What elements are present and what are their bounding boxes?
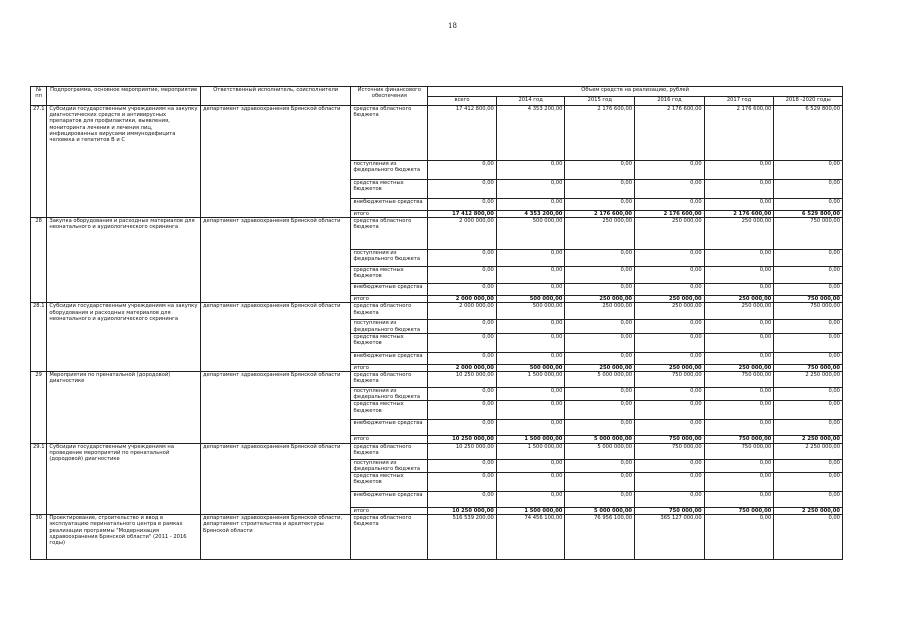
item-name: Мероприятия по пренатальной (дородовой) диагностике [47,372,201,444]
amount-cell: 500 000,00 [496,218,565,250]
amount-cell: 0,00 [565,267,635,284]
amount-cell: 0,00 [774,401,843,420]
amount-cell: 0,00 [428,161,497,180]
amount-cell: 0,00 [428,492,497,508]
amount-cell: 0,00 [496,473,565,492]
funding-source: поступления из федерального бюджета [351,161,428,180]
funding-source: внебюджетные средства [351,352,428,364]
amount-cell: 0,00 [496,401,565,420]
item-name: Субсидии государственным учреждениям на проведение мероприятий по пренатальной (дородовой) диагностике [47,443,201,515]
amount-cell: 0,00 [428,388,497,401]
amount-cell: 0,00 [635,161,705,180]
amount-cell: 0,00 [635,199,705,211]
funding-source: средства местных бюджетов [351,401,428,420]
header-source: Источник финансового обеспечения [351,87,428,106]
funding-source: поступления из федерального бюджета [351,320,428,333]
funding-source: внебюджетные средства [351,284,428,296]
amount-cell: 74 456 100,00 [496,515,565,560]
item-executor: департамент здравоохранения Брянской области [200,443,351,515]
amount-cell: 0,00 [635,320,705,333]
amount-cell: 76 956 100,00 [565,515,635,560]
amount-cell: 0,00 [565,320,635,333]
amount-cell: 750 000,00 [774,303,843,320]
item-name: Субсидии государственным учреждениям на закупку диагностических средств и антивирусных препаратов для профилактики, выявления, мониторинга лечения и лечения лиц, инфицированных вирусами иммунодефицита человека и гепатитов В и С [47,106,201,218]
amount-cell: 2 250 000,00 [774,436,843,443]
amount-cell: 0,00 [428,284,497,296]
amount-cell: 0,00 [428,199,497,211]
amount-cell: 1 500 000,00 [496,436,565,443]
amount-cell: 0,00 [428,473,497,492]
amount-cell: 0,00 [774,199,843,211]
amount-cell: 0,00 [635,284,705,296]
amount-cell: 0,00 [565,199,635,211]
funding-source: итого [351,296,428,303]
amount-cell: 516 539 200,00 [428,515,497,560]
item-executor: департамент здравоохранения Брянской области, департамент строительства и архитектуры Брянской области [200,515,351,560]
amount-cell: 250 000,00 [635,296,705,303]
amount-cell: 250 000,00 [704,303,774,320]
amount-cell: 0,00 [704,388,774,401]
amount-cell: 2 250 000,00 [774,508,843,515]
amount-cell: 2 000 000,00 [428,218,497,250]
amount-cell: 0,00 [428,333,497,352]
amount-cell: 0,00 [565,388,635,401]
header-year: 2015 год [565,97,635,106]
header-year: 2014 год [496,97,565,106]
amount-cell: 0,00 [704,333,774,352]
header-year: всего [428,97,497,106]
amount-cell: 0,00 [774,352,843,364]
amount-cell: 0,00 [635,492,705,508]
amount-cell: 2 176 600,00 [635,211,705,218]
amount-cell: 750 000,00 [774,296,843,303]
amount-cell: 1 500 000,00 [496,372,565,388]
amount-cell: 2 176 600,00 [565,106,635,161]
amount-cell: 0,00 [428,401,497,420]
amount-cell: 0,00 [565,161,635,180]
amount-cell: 250 000,00 [704,364,774,371]
funding-source: средства местных бюджетов [351,180,428,199]
amount-cell: 2 176 600,00 [704,106,774,161]
funding-source: итого [351,508,428,515]
amount-cell: 0,00 [704,401,774,420]
amount-cell: 0,00 [565,284,635,296]
funding-source: итого [351,211,428,218]
amount-cell: 250 000,00 [565,364,635,371]
amount-cell: 0,00 [496,388,565,401]
amount-cell: 0,00 [635,267,705,284]
amount-cell: 0,00 [704,267,774,284]
funding-source: средства областного бюджета [351,443,428,459]
amount-cell: 0,00 [496,250,565,267]
funding-source: средства местных бюджетов [351,333,428,352]
amount-cell: 0,00 [565,352,635,364]
amount-cell: 0,00 [774,161,843,180]
amount-cell: 500 000,00 [496,364,565,371]
amount-cell: 250 000,00 [565,218,635,250]
item-executor: департамент здравоохранения Брянской области [200,372,351,444]
item-name: Субсидии государственным учреждениям на закупку оборудования и расходных материалов для неонатального и аудиологического скрининга [47,303,201,372]
amount-cell: 0,00 [704,284,774,296]
header-volume: Объем средств на реализацию, рублей [428,87,843,97]
table-row [31,372,843,388]
table-row [31,218,843,250]
amount-cell: 250 000,00 [565,296,635,303]
amount-cell: 0,00 [704,515,774,560]
amount-cell: 250 000,00 [704,218,774,250]
amount-cell: 0,00 [565,492,635,508]
amount-cell: 0,00 [635,250,705,267]
header-name: Подпрограмма, основное мероприятие, мероприятие [47,87,201,106]
amount-cell: 500 000,00 [496,296,565,303]
amount-cell: 0,00 [496,420,565,436]
amount-cell: 0,00 [496,267,565,284]
amount-cell: 0,00 [635,333,705,352]
item-number: 30 [31,515,47,560]
amount-cell: 0,00 [774,473,843,492]
funding-source: средства местных бюджетов [351,267,428,284]
item-number: 29 [31,372,47,444]
header-num: № пп [31,87,47,106]
amount-cell: 0,00 [565,473,635,492]
amount-cell: 0,00 [496,161,565,180]
amount-cell: 0,00 [496,180,565,199]
amount-cell: 0,00 [565,401,635,420]
amount-cell: 0,00 [774,515,843,560]
funding-source: внебюджетные средства [351,492,428,508]
amount-cell: 0,00 [428,352,497,364]
funding-source: внебюджетные средства [351,199,428,211]
amount-cell: 0,00 [428,459,497,472]
amount-cell: 0,00 [774,284,843,296]
amount-cell: 10 250 000,00 [428,372,497,388]
amount-cell: 750 000,00 [704,443,774,459]
header-year: 2016 год [635,97,705,106]
amount-cell: 0,00 [704,420,774,436]
funding-source: средства областного бюджета [351,106,428,161]
amount-cell: 0,00 [774,492,843,508]
amount-cell: 0,00 [704,180,774,199]
amount-cell: 0,00 [565,333,635,352]
amount-cell: 0,00 [496,320,565,333]
amount-cell: 0,00 [565,420,635,436]
amount-cell: 750 000,00 [635,372,705,388]
amount-cell: 0,00 [774,250,843,267]
header-year: 2018 -2020 годы [774,97,843,106]
amount-cell: 2 000 000,00 [428,303,497,320]
amount-cell: 2 176 600,00 [565,211,635,218]
table-row [31,443,843,459]
amount-cell: 250 000,00 [635,303,705,320]
amount-cell: 2 176 600,00 [704,211,774,218]
amount-cell: 0,00 [428,267,497,284]
amount-cell: 5 000 000,00 [565,436,635,443]
amount-cell: 0,00 [704,250,774,267]
header-year: 2017 год [704,97,774,106]
amount-cell: 0,00 [635,420,705,436]
amount-cell: 5 000 000,00 [565,508,635,515]
amount-cell: 0,00 [496,333,565,352]
budget-table [30,86,843,560]
funding-source: поступления из федерального бюджета [351,250,428,267]
amount-cell: 750 000,00 [704,508,774,515]
amount-cell: 250 000,00 [635,218,705,250]
header-executor: Ответственный исполнитель, соисполнители [200,87,351,106]
amount-cell: 0,00 [635,473,705,492]
amount-cell: 0,00 [774,320,843,333]
funding-source: средства областного бюджета [351,515,428,560]
funding-source: поступления из федерального бюджета [351,388,428,401]
amount-cell: 6 529 800,00 [774,106,843,161]
amount-cell: 1 500 000,00 [496,443,565,459]
amount-cell: 0,00 [774,459,843,472]
amount-cell: 0,00 [774,420,843,436]
amount-cell: 750 000,00 [635,508,705,515]
amount-cell: 0,00 [704,320,774,333]
amount-cell: 500 000,00 [496,303,565,320]
item-number: 28 [31,218,47,303]
amount-cell: 0,00 [704,199,774,211]
amount-cell: 0,00 [428,420,497,436]
item-executor: департамент здравоохранения Брянской области [200,106,351,218]
funding-source: средства областного бюджета [351,218,428,250]
amount-cell: 750 000,00 [704,372,774,388]
amount-cell: 0,00 [635,401,705,420]
amount-cell: 17 412 800,00 [428,211,497,218]
amount-cell: 0,00 [635,352,705,364]
amount-cell: 0,00 [428,180,497,199]
item-number: 28.1 [31,303,47,372]
amount-cell: 1 500 000,00 [496,508,565,515]
amount-cell: 0,00 [704,352,774,364]
amount-cell: 0,00 [496,284,565,296]
amount-cell: 5 000 000,00 [565,443,635,459]
amount-cell: 750 000,00 [635,443,705,459]
amount-cell: 2 000 000,00 [428,364,497,371]
amount-cell: 0,00 [635,388,705,401]
amount-cell: 0,00 [496,352,565,364]
amount-cell: 0,00 [774,388,843,401]
funding-source: итого [351,436,428,443]
amount-cell: 0,00 [565,250,635,267]
amount-cell: 6 529 800,00 [774,211,843,218]
amount-cell: 2 250 000,00 [774,443,843,459]
amount-cell: 750 000,00 [774,364,843,371]
amount-cell: 750 000,00 [704,436,774,443]
amount-cell: 0,00 [565,180,635,199]
funding-source: средства областного бюджета [351,303,428,320]
amount-cell: 0,00 [496,459,565,472]
item-name: Закупка оборудования и расходных материалов для неонатального и аудиологического скрининга [47,218,201,303]
amount-cell: 250 000,00 [635,364,705,371]
amount-cell: 2 176 600,00 [635,106,705,161]
amount-cell: 250 000,00 [704,296,774,303]
item-executor: департамент здравоохранения Брянской области [200,218,351,303]
amount-cell: 5 000 000,00 [565,372,635,388]
amount-cell: 2 000 000,00 [428,296,497,303]
amount-cell: 0,00 [635,459,705,472]
amount-cell: 250 000,00 [565,303,635,320]
amount-cell: 2 250 000,00 [774,372,843,388]
amount-cell: 0,00 [704,161,774,180]
table-row [31,515,843,560]
amount-cell: 17 412 800,00 [428,106,497,161]
amount-cell: 0,00 [774,333,843,352]
funding-source: итого [351,364,428,371]
amount-cell: 10 250 000,00 [428,508,497,515]
amount-cell: 0,00 [428,320,497,333]
amount-cell: 0,00 [774,180,843,199]
funding-source: внебюджетные средства [351,420,428,436]
funding-source: средства областного бюджета [351,372,428,388]
amount-cell: 750 000,00 [635,436,705,443]
amount-cell: 0,00 [565,459,635,472]
funding-source: средства местных бюджетов [351,473,428,492]
item-number: 27.1 [31,106,47,218]
amount-cell: 750 000,00 [774,218,843,250]
amount-cell: 0,00 [704,492,774,508]
amount-cell: 10 250 000,00 [428,443,497,459]
amount-cell: 0,00 [496,492,565,508]
page-number: 18 [448,22,457,30]
amount-cell: 365 127 000,00 [635,515,705,560]
funding-source: поступления из федерального бюджета [351,459,428,472]
item-name: Проектирование, строительство и ввод в эксплуатацию перинатального центра в рамках реализации программы "Модернизация здравоохранения Брянской области" (2011 - 2016 годы) [47,515,201,560]
amount-cell: 4 353 200,00 [496,211,565,218]
amount-cell: 10 250 000,00 [428,436,497,443]
amount-cell: 0,00 [428,250,497,267]
item-number: 29.1 [31,443,47,515]
amount-cell: 0,00 [704,473,774,492]
amount-cell: 0,00 [496,199,565,211]
item-executor: департамент здравоохранения Брянской области [200,303,351,372]
amount-cell: 0,00 [635,180,705,199]
amount-cell: 4 353 200,00 [496,106,565,161]
amount-cell: 0,00 [704,459,774,472]
table-row [31,106,843,161]
table-row [31,303,843,320]
amount-cell: 0,00 [774,267,843,284]
